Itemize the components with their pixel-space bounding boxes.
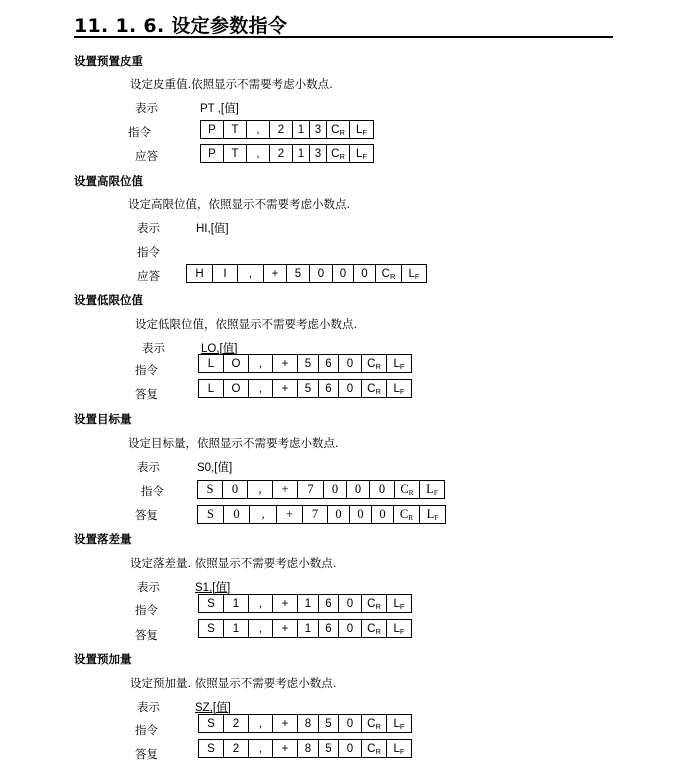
frame-cell: C R: [394, 506, 420, 523]
frame-cell: 0: [347, 481, 370, 498]
frame-cell: 5: [319, 740, 339, 757]
frame-cell: ,: [249, 355, 273, 372]
frame-cell: ,: [249, 740, 273, 757]
frame-cell: L F: [393, 742, 405, 756]
frame-cell: 2: [224, 740, 249, 757]
response-frame: [198, 619, 412, 638]
frame-cell: 0: [333, 265, 354, 282]
frame-cell: L F: [393, 597, 405, 611]
frame-cell: 7: [298, 481, 324, 498]
frame-cell: L F: [393, 717, 405, 731]
frame-cell: P: [201, 121, 224, 138]
response-label: 应答: [137, 269, 160, 283]
section-description: 设定皮重值.依照显示不需要考虑小数点.: [130, 77, 333, 91]
frame-cell: ,: [238, 265, 264, 282]
section-heading-preset-tare: 设置预置皮重: [74, 54, 143, 68]
frame-cell: +: [273, 620, 298, 637]
frame-cell: C R: [376, 265, 402, 282]
show-label: 表示: [137, 580, 160, 594]
frame-cell: 2: [270, 145, 293, 162]
command-frame: [198, 714, 412, 733]
frame-cell: L F: [356, 123, 367, 137]
frame-cell: 0: [372, 506, 394, 523]
command-format: HI,[值]: [196, 223, 229, 235]
frame-cell: O: [224, 355, 249, 372]
frame-cell: +: [273, 380, 298, 397]
frame-cell: S: [199, 740, 224, 757]
section-heading-preload-amount: 设置预加量: [74, 652, 132, 666]
command-label: 指令: [135, 723, 158, 737]
frame-cell: 1: [293, 145, 310, 162]
frame-cell: +: [273, 481, 298, 498]
frame-cell: +: [273, 355, 298, 372]
reply-label: 答复: [135, 508, 158, 522]
section-description: 设定低限位值，依照显示不需要考虑小数点.: [135, 317, 358, 331]
command-format: S0,[值]: [197, 462, 233, 474]
frame-cell: L F: [393, 622, 405, 636]
frame-cell: 3: [310, 121, 327, 138]
frame-cell: 0: [350, 506, 372, 523]
frame-cell: L F: [426, 507, 439, 522]
frame-cell: ,: [249, 380, 273, 397]
command-frame: [198, 594, 412, 613]
response-label: 应答: [135, 149, 158, 163]
frame-cell: T: [224, 145, 247, 162]
command-label: 指令: [137, 245, 160, 259]
frame-cell: C R: [362, 740, 387, 757]
frame-cell: C R: [327, 121, 350, 138]
frame-cell: S: [198, 506, 224, 523]
frame-cell: S: [199, 715, 224, 732]
frame-cell: L F: [393, 382, 405, 396]
frame-cell: L F: [393, 357, 405, 371]
command-frame: [197, 480, 445, 499]
frame-cell: 1: [298, 595, 319, 612]
frame-cell: ,: [250, 506, 277, 523]
frame-cell: 0: [354, 265, 376, 282]
frame-cell: 0: [339, 715, 362, 732]
frame-cell: 0: [339, 355, 362, 372]
frame-cell: 0: [328, 506, 350, 523]
section-heading-target-amount: 设置目标量: [74, 412, 132, 426]
show-label: 表示: [137, 700, 160, 714]
frame-cell: 1: [298, 620, 319, 637]
page-title: 11. 1. 6. 设定参数指令: [74, 15, 288, 37]
response-frame: [198, 739, 412, 758]
frame-cell: 8: [298, 740, 319, 757]
command-label: 指令: [135, 363, 158, 377]
frame-cell: 3: [310, 145, 327, 162]
show-label: 表示: [137, 221, 160, 235]
title-rule: [74, 36, 613, 38]
frame-cell: 0: [310, 265, 333, 282]
frame-cell: +: [277, 506, 303, 523]
frame-cell: +: [273, 715, 298, 732]
frame-cell: T: [224, 121, 247, 138]
frame-cell: L: [199, 380, 224, 397]
section-description: 设定高限位值，依照显示不需要考虑小数点.: [128, 197, 351, 211]
frame-cell: 6: [319, 620, 339, 637]
frame-cell: 0: [339, 595, 362, 612]
section-heading-high-limit: 设置高限位值: [74, 174, 143, 188]
frame-cell: 0: [223, 481, 248, 498]
frame-cell: 5: [298, 355, 319, 372]
frame-cell: ,: [249, 595, 273, 612]
command-format: LO,[值]: [201, 343, 238, 355]
frame-cell: L F: [426, 482, 438, 497]
frame-cell: 1: [224, 620, 249, 637]
frame-cell: 2: [224, 715, 249, 732]
show-label: 表示: [137, 460, 160, 474]
frame-cell: 2: [270, 121, 293, 138]
command-label: 指令: [135, 603, 158, 617]
frame-cell: 6: [319, 595, 339, 612]
frame-cell: C R: [362, 620, 387, 637]
command-format: PT ,[值]: [200, 103, 239, 115]
section-description: 设定落差量. 依照显示不需要考虑小数点.: [130, 556, 337, 570]
frame-cell: C R: [362, 355, 387, 372]
response-frame: [186, 264, 427, 283]
frame-cell: 1: [224, 595, 249, 612]
frame-cell: 0: [370, 481, 395, 498]
frame-cell: 6: [319, 355, 339, 372]
frame-cell: 6: [319, 380, 339, 397]
frame-cell: L: [199, 355, 224, 372]
frame-cell: ,: [248, 481, 273, 498]
command-format: S1,[值]: [195, 582, 231, 594]
frame-cell: O: [224, 380, 249, 397]
frame-cell: +: [273, 740, 298, 757]
reply-label: 答复: [135, 387, 158, 401]
command-label: 指令: [141, 484, 164, 498]
frame-cell: S: [199, 595, 224, 612]
reply-label: 答复: [135, 747, 158, 761]
frame-cell: P: [201, 145, 224, 162]
frame-cell: S: [198, 481, 223, 498]
section-heading-low-limit: 设置低限位值: [74, 293, 143, 307]
frame-cell: S: [199, 620, 224, 637]
frame-cell: L F: [356, 147, 367, 161]
frame-cell: 5: [319, 715, 339, 732]
frame-cell: C R: [395, 481, 420, 498]
frame-cell: C R: [362, 715, 387, 732]
response-frame: [200, 144, 374, 163]
show-label: 表示: [142, 341, 165, 355]
show-label: 表示: [135, 101, 158, 115]
frame-cell: I: [213, 265, 238, 282]
frame-cell: 0: [224, 506, 250, 523]
frame-cell: C R: [362, 380, 387, 397]
section-description: 设定预加量. 依照显示不需要考虑小数点.: [130, 676, 337, 690]
frame-cell: 5: [287, 265, 310, 282]
frame-cell: 0: [324, 481, 347, 498]
frame-cell: 0: [339, 740, 362, 757]
frame-cell: 7: [303, 506, 328, 523]
response-frame: [197, 505, 446, 524]
frame-cell: C R: [327, 145, 350, 162]
section-heading-drop-amount: 设置落差量: [74, 532, 132, 546]
command-label: 指令: [128, 125, 151, 139]
frame-cell: 0: [339, 620, 362, 637]
frame-cell: ,: [247, 121, 270, 138]
command-format: SZ,[值]: [195, 702, 231, 714]
frame-cell: ,: [247, 145, 270, 162]
command-frame: [198, 354, 412, 373]
frame-cell: 8: [298, 715, 319, 732]
frame-cell: L F: [408, 267, 420, 281]
frame-cell: 5: [298, 380, 319, 397]
section-description: 设定目标量，依照显示不需要考虑小数点.: [128, 436, 339, 450]
frame-cell: ,: [249, 715, 273, 732]
response-frame: [198, 379, 412, 398]
reply-label: 答复: [135, 628, 158, 642]
frame-cell: 1: [293, 121, 310, 138]
command-frame: [200, 120, 374, 139]
frame-cell: +: [264, 265, 287, 282]
frame-cell: H: [187, 265, 213, 282]
frame-cell: ,: [249, 620, 273, 637]
frame-cell: C R: [362, 595, 387, 612]
frame-cell: 0: [339, 380, 362, 397]
frame-cell: +: [273, 595, 298, 612]
